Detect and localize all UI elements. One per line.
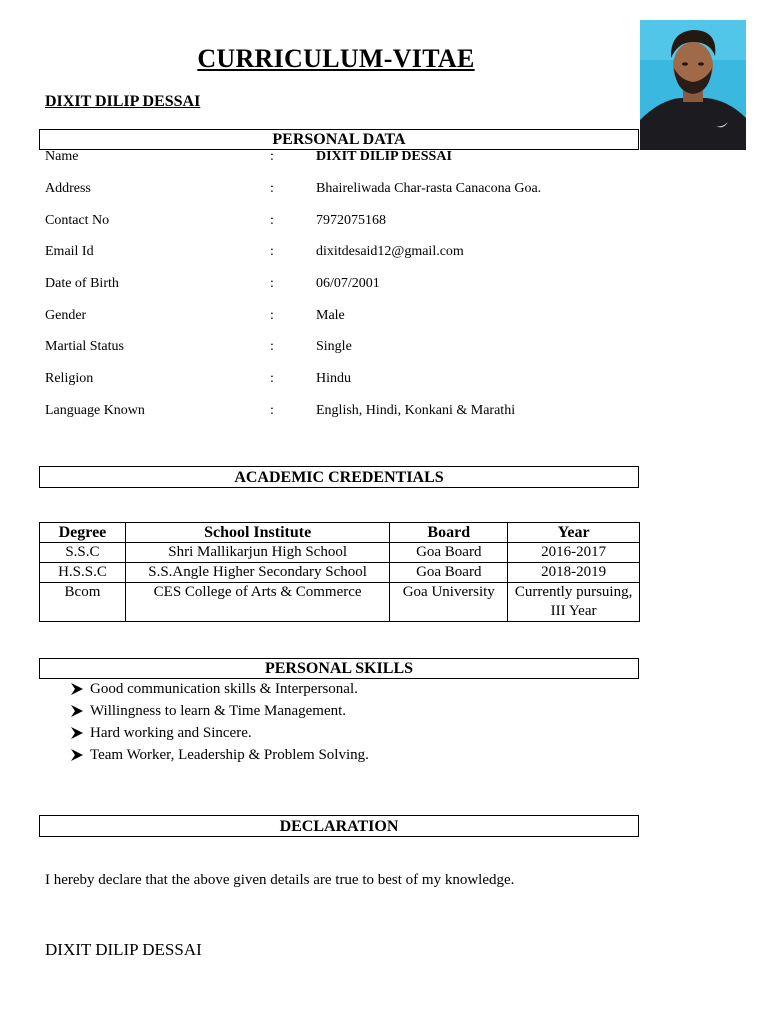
personal-data-row-languages bbox=[0, 403, 640, 423]
table-row bbox=[40, 583, 640, 622]
table-cell: Goa Board bbox=[390, 543, 508, 563]
signature-name: DIXIT DILIP DESSAI bbox=[45, 940, 202, 959]
table-cell: Goa Board bbox=[390, 563, 508, 583]
declaration-text: I hereby declare that the above given details are true to best of my knowledge. bbox=[45, 872, 515, 888]
field-label: Name bbox=[45, 149, 79, 164]
column-header-year: Year bbox=[508, 523, 640, 543]
personal-data-row-email bbox=[0, 244, 640, 264]
field-label: Date of Birth bbox=[45, 276, 119, 291]
column-header-board: Board bbox=[390, 523, 508, 543]
field-value: 06/07/2001 bbox=[316, 276, 380, 291]
field-separator: : bbox=[270, 244, 274, 259]
table-cell: CES College of Arts & Commerce bbox=[125, 583, 389, 622]
personal-data-row-address bbox=[0, 181, 640, 201]
table-cell: Goa University bbox=[390, 583, 508, 622]
field-label: Email Id bbox=[45, 244, 94, 259]
table-cell: H.S.S.C bbox=[40, 563, 126, 583]
column-header-degree: Degree bbox=[40, 523, 126, 543]
table-cell: S.S.Angle Higher Secondary School bbox=[125, 563, 389, 583]
arrowhead-bullet-icon bbox=[70, 726, 84, 740]
arrowhead-bullet-icon bbox=[70, 704, 84, 718]
field-value: Hindu bbox=[316, 371, 351, 386]
arrowhead-bullet-icon bbox=[70, 748, 84, 762]
field-separator: : bbox=[270, 308, 274, 323]
table-cell: 2018-2019 bbox=[508, 563, 640, 583]
field-separator: : bbox=[270, 403, 274, 418]
personal-data-row-religion bbox=[0, 371, 640, 391]
field-label: Address bbox=[45, 181, 91, 196]
table-cell: Bcom bbox=[40, 583, 126, 622]
table-cell: 2016-2017 bbox=[508, 543, 640, 563]
field-value: Male bbox=[316, 308, 345, 323]
field-value: dixitdesaid12@gmail.com bbox=[316, 244, 464, 259]
column-header-institute: School Institute bbox=[125, 523, 389, 543]
personal-data-row-contact bbox=[0, 213, 640, 233]
table-cell: Shri Mallikarjun High School bbox=[125, 543, 389, 563]
field-separator: : bbox=[270, 276, 274, 291]
field-value: 7972075168 bbox=[316, 213, 386, 228]
personal-data-row-gender bbox=[0, 308, 640, 328]
personal-data-row-dob bbox=[0, 276, 640, 296]
table-cell: Currently pursuing, III Year bbox=[508, 583, 640, 622]
personal-data-row-name bbox=[0, 149, 640, 169]
field-value: English, Hindi, Konkani & Marathi bbox=[316, 403, 516, 418]
field-separator: : bbox=[270, 213, 274, 228]
field-label: Martial Status bbox=[45, 339, 124, 354]
arrowhead-bullet-icon bbox=[70, 682, 84, 696]
field-label: Contact No bbox=[45, 213, 110, 228]
field-separator: : bbox=[270, 149, 274, 164]
personal-skills-heading: PERSONAL SKILLS bbox=[39, 658, 639, 679]
skill-text: Team Worker, Leadership & Problem Solving. bbox=[90, 747, 369, 763]
field-value: Single bbox=[316, 339, 352, 354]
field-separator: : bbox=[270, 371, 274, 386]
skill-text: Willingness to learn & Time Management. bbox=[90, 703, 347, 719]
document-title: CURRICULUM-VITAE bbox=[197, 44, 475, 73]
field-separator: : bbox=[270, 339, 274, 354]
field-label: Language Known bbox=[45, 403, 145, 418]
field-value: Bhaireliwada Char-rasta Canacona Goa. bbox=[316, 181, 542, 196]
declaration-heading: DECLARATION bbox=[39, 815, 639, 837]
skill-text: Good communication skills & Interpersonal. bbox=[90, 681, 358, 697]
field-value: DIXIT DILIP DESSAI bbox=[316, 149, 452, 164]
personal-data-heading: PERSONAL DATA bbox=[39, 129, 639, 150]
academic-credentials-heading: ACADEMIC CREDENTIALS bbox=[39, 466, 639, 488]
field-label: Gender bbox=[45, 308, 87, 323]
table-cell: S.S.C bbox=[40, 543, 126, 563]
academic-table bbox=[39, 522, 640, 622]
table-row bbox=[40, 563, 640, 583]
field-separator: : bbox=[270, 181, 274, 196]
skill-text: Hard working and Sincere. bbox=[90, 725, 252, 741]
field-label: Religion bbox=[45, 371, 94, 386]
table-row bbox=[40, 543, 640, 563]
personal-data-row-marital-status bbox=[0, 339, 640, 359]
candidate-name-heading: DIXIT DILIP DESSAI bbox=[45, 93, 201, 110]
profile-photo bbox=[640, 20, 746, 150]
table-header-row bbox=[40, 523, 640, 543]
